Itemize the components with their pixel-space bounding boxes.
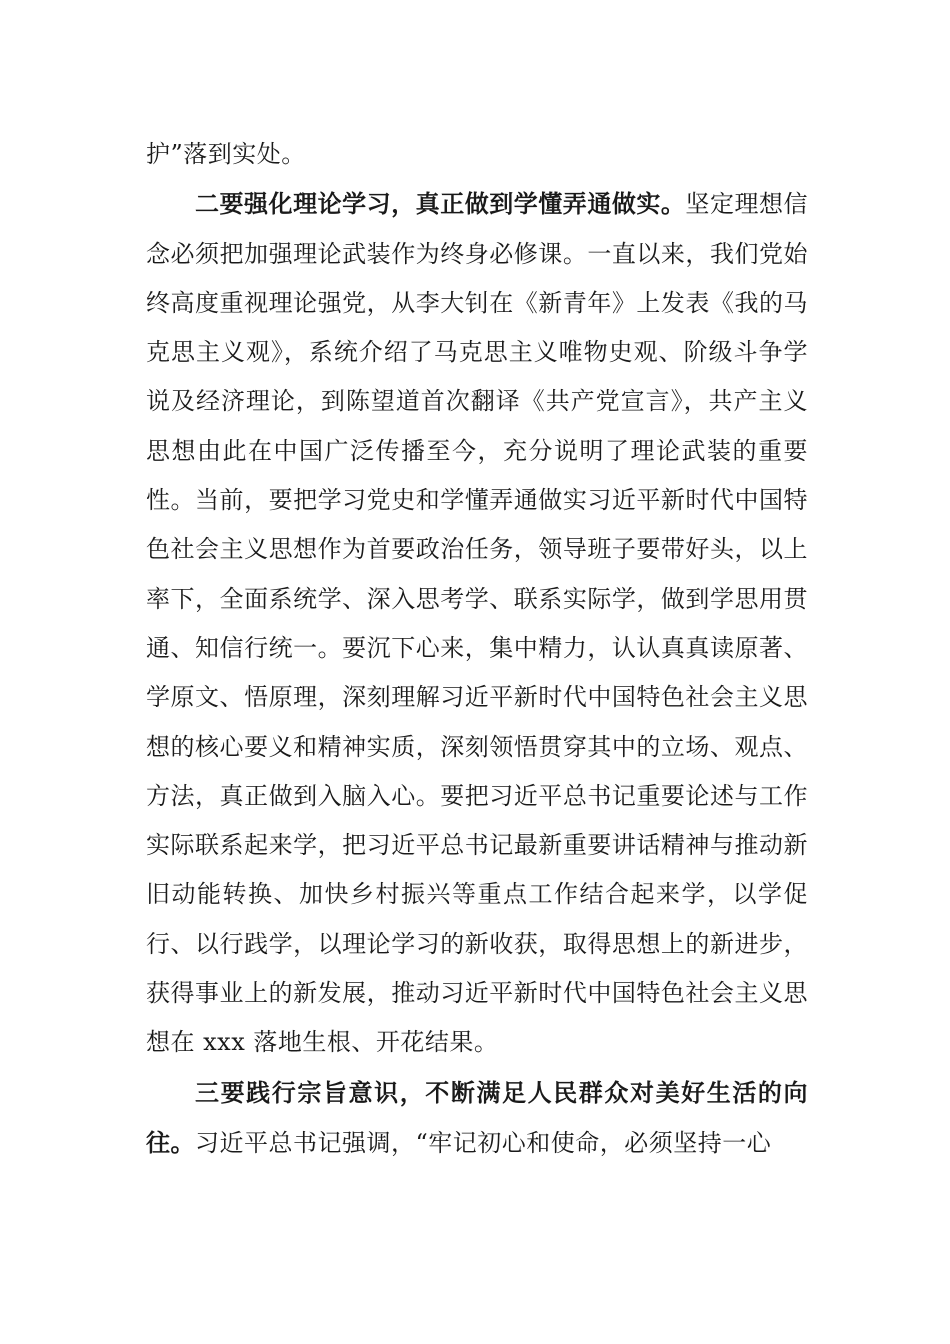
paragraph-heading: 三要践行宗旨意识，不断满足人民群众对美好生活的向往。	[146, 1077, 808, 1157]
paragraph-text: 习近平总书记强调，“牢记初心和使命，必须坚持一心	[195, 1128, 772, 1157]
document-body	[146, 130, 808, 1168]
paragraph-people-purpose	[146, 1068, 808, 1169]
paragraph-text: 坚定理想信念必须把加强理论武装作为终身必修课。一直以来，我们党始终高度重视理论强党，从李大钊在《新青年》上发表《我的马克思主义观》，系统介绍了马克思主义唯物史观、阶级斗争学说及经济理论，到陈望道首次翻译《共产党宣言》，共产主义思想由此在中国广泛传播至今，充分说明了理论武装的重要性。当前，要把学习党史和学懂弄通做实习近平新时代中国特色社会主义思想作为首要政治任务，领导班子要带好头，以上率下，全面系统学、深入思考学、联系实际学，做到学思用贯通、知信行统一。要沉下心来，集中精力，认认真真读原著、学原文、悟原理，深刻理解习近平新时代中国特色社会主义思想的核心要义和精神实质，深刻领悟贯穿其中的立场、观点、方法，真正做到入脑入心。要把习近平总书记重要论述与工作实际联系起来学，把习近平总书记最新重要讲话精神与推动新旧动能转换、加快乡村振兴等重点工作结合起来学，以学促行、以行践学，以理论学习的新收获，取得思想上的新进步，获得事业上的新发展，推动习近平新时代中国特色社会主义思想在 xxx 落地生根、开花结果。	[146, 190, 809, 1057]
paragraph-continuation	[146, 130, 808, 179]
paragraph-text: 护”落到实处。	[146, 140, 306, 168]
paragraph-heading: 二要强化理论学习，真正做到学懂弄通做实。	[195, 189, 686, 219]
paragraph-theory-study	[146, 179, 808, 1067]
